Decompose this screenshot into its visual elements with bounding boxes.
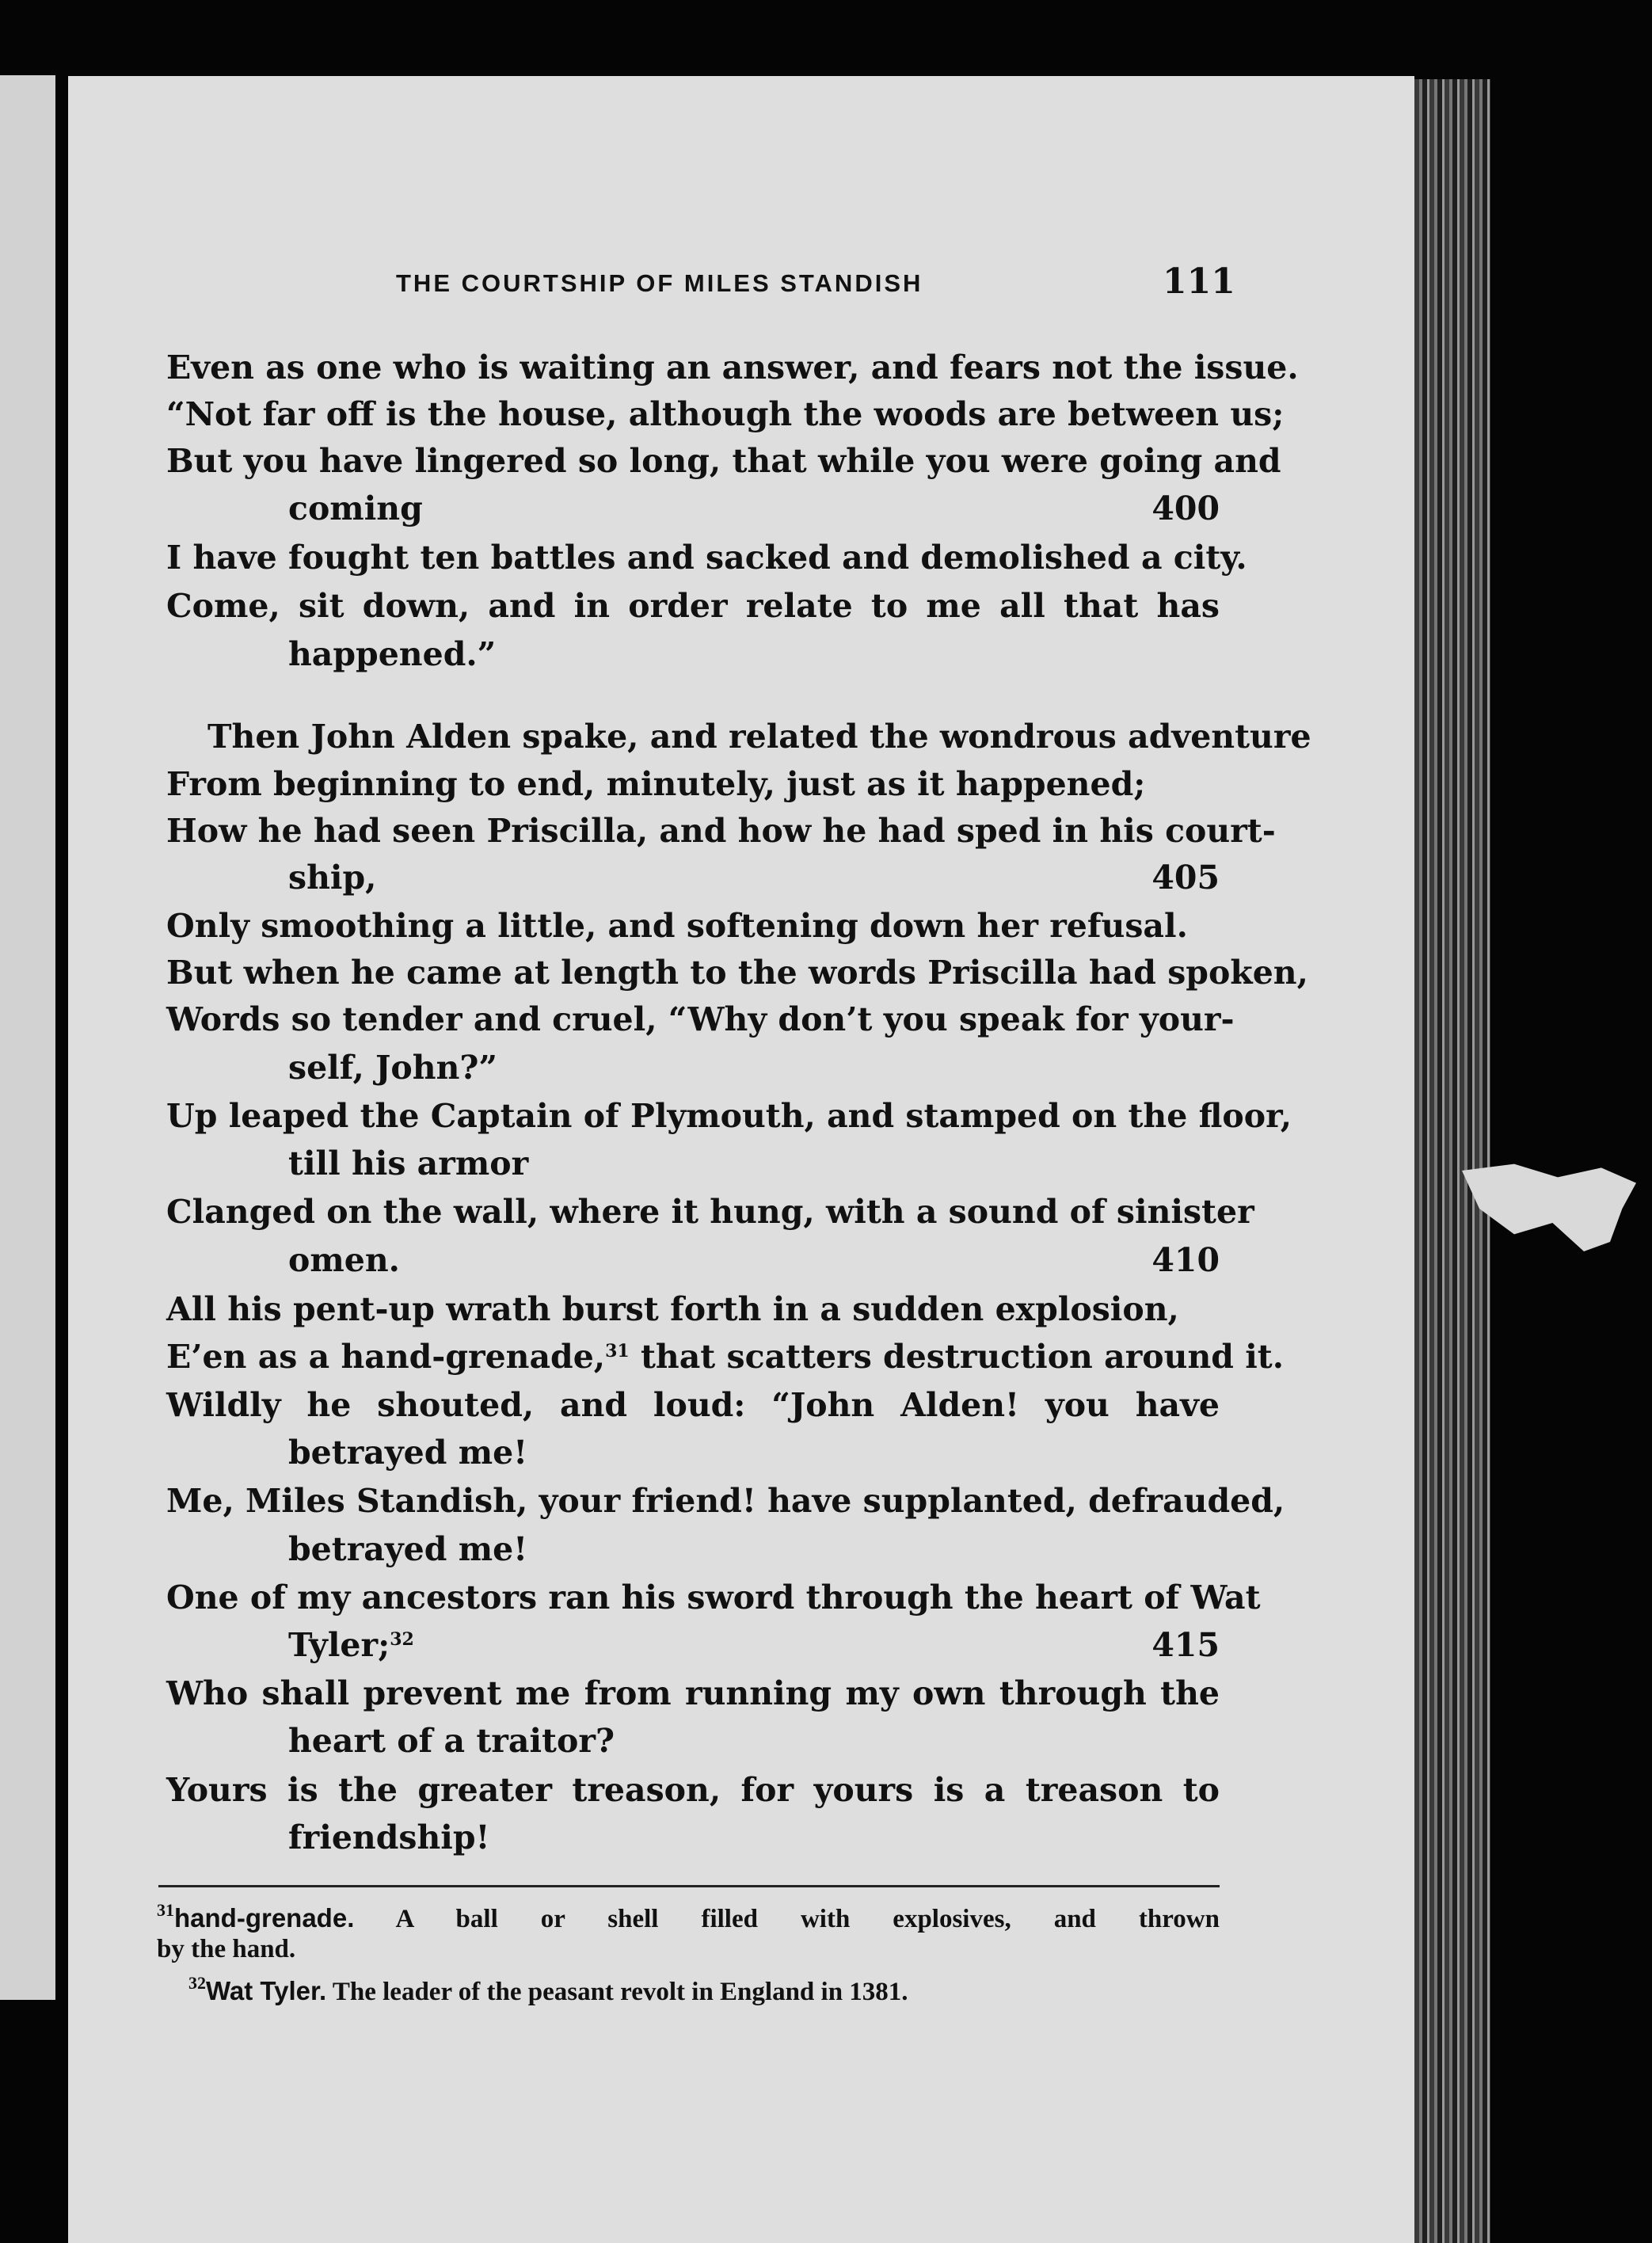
verse-line: Who shall prevent me from running my own through the [166,1674,1220,1712]
page-number: 111 [1163,261,1235,302]
verse-line: friendship! [288,1818,490,1856]
book-gutter [55,71,68,2028]
verse-line: Yours is the greater treason, for yours is a treason to [166,1771,1220,1809]
verse-line: self, John?” [288,1049,497,1087]
footnote-rule [158,1885,1220,1887]
facing-page-edge [0,75,55,2000]
verse-line: Up leaped the Captain of Plymouth, and stamped on the floor, [166,1097,1292,1135]
footnote-31: $^{31}$hand-grenade. A ball or shell filled with explosives, and thrown [157,1900,1220,1933]
verse-line: Tyler;$^{32}$ 415 [288,1626,1220,1664]
verse-line: Words so tender and cruel, “Why don’t you speak for your- [166,1000,1235,1038]
page-stack-edge [1414,79,1490,2243]
verse-line: Clanged on the wall, where it hung, with a sound of sinister [166,1193,1254,1231]
line-number: 405 [1151,859,1220,897]
verse-line: omen. 410 [288,1241,1220,1279]
footnote-32: $^{32}$Wat Tyler. The leader of the peasant revolt in England in 1381. [188,1973,908,2006]
verse-line: From beginning to end, minutely, just as it happened; [166,765,1146,803]
verse-line: Come, sit down, and in order relate to me all that has [166,587,1220,625]
verse-line: All his pent-up wrath burst forth in a sudden explosion, [166,1290,1179,1328]
verse-line: till his armor [288,1144,529,1182]
line-number: 415 [1151,1626,1220,1664]
footnote-ref: 32 [390,1629,414,1650]
line-number: 400 [1151,489,1220,527]
verse-line: But you have lingered so long, that while you were going and [166,442,1281,480]
verse-line: I have fought ten battles and sacked and demolished a city. [166,539,1247,577]
verse-line: Only smoothing a little, and softening down her refusal. [166,907,1188,945]
verse-line: Even as one who is waiting an answer, and fears not the issue. [166,348,1299,387]
verse-line: E’en as a hand-grenade,$^{31}$ that scatters destruction around it. [166,1338,1285,1376]
verse-line: heart of a traitor? [288,1722,615,1760]
verse-line: ship, 405 [288,859,1220,897]
verse-line: coming 400 [288,489,1220,527]
line-number: 410 [1151,1241,1220,1279]
verse-line: But when he came at length to the words Priscilla had spoken, [166,954,1308,992]
footnote-31-continued: by the hand. [157,1935,296,1963]
running-title: THE COURTSHIP OF MILES STANDISH [396,269,923,297]
verse-line: betrayed me! [288,1530,528,1568]
verse-line: “Not far off is the house, although the woods are between us; [166,395,1285,433]
verse-line: One of my ancestors ran his sword through the heart of Wat [166,1578,1261,1617]
verse-line: Then John Alden spake, and related the wondrous adventure [207,718,1311,756]
verse-line: How he had seen Priscilla, and how he had sped in his court- [166,812,1276,850]
verse-line: Me, Miles Standish, your friend! have supplanted, defrauded, [166,1482,1285,1520]
verse-line: Wildly he shouted, and loud: “John Alden! you have [166,1386,1220,1424]
verse-line: betrayed me! [288,1434,528,1472]
footnote-ref: 31 [605,1341,630,1361]
verse-line: happened.” [288,635,497,673]
